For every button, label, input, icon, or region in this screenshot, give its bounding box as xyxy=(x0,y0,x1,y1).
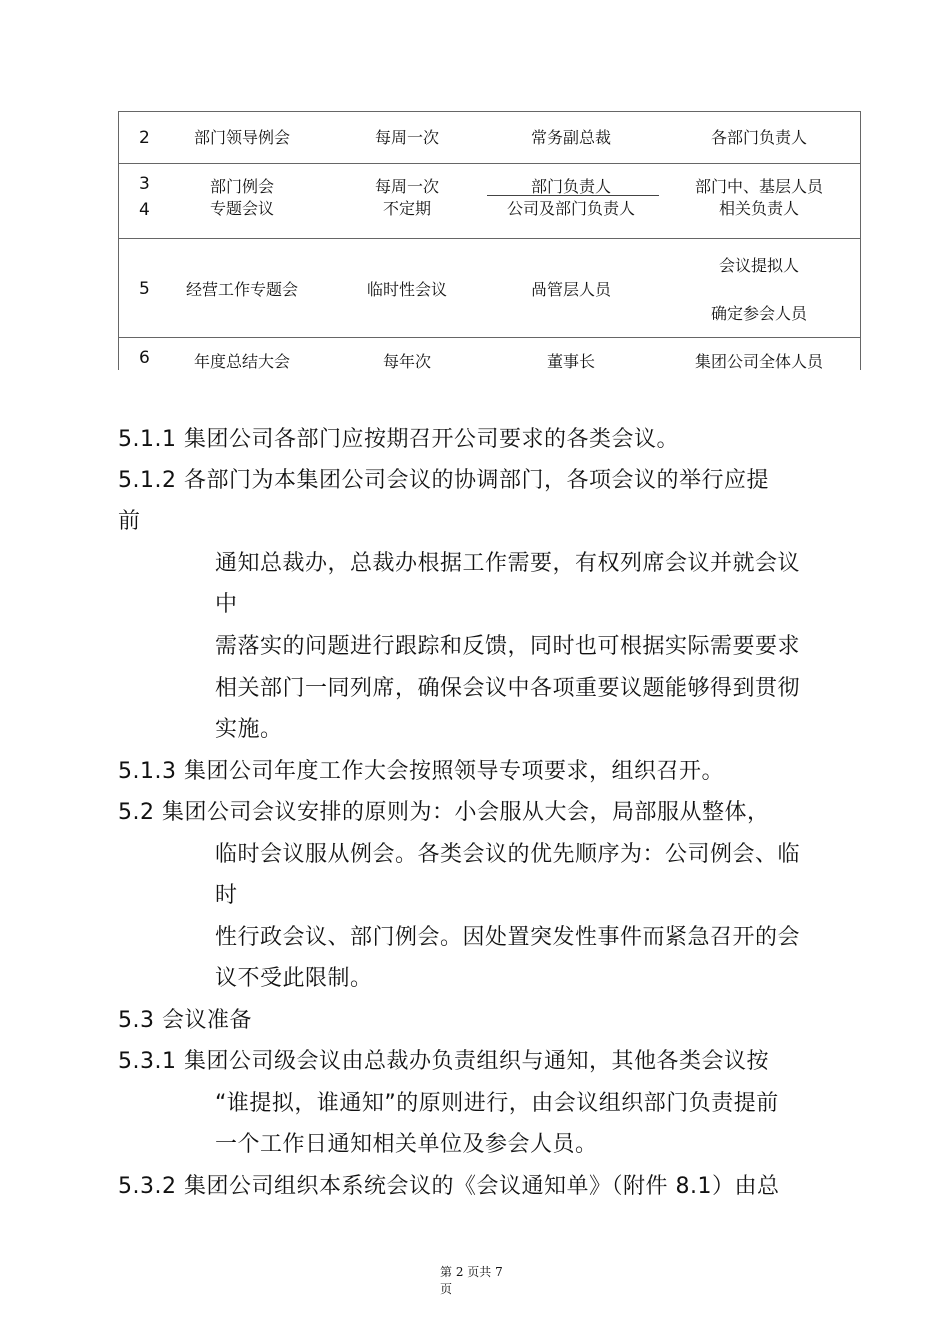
clause-5-1-3: 5.1.3 集团公司年度工作大会按照领导专项要求，组织召开。 xyxy=(118,759,724,784)
text-line: 一个工作日通知相关单位及参会人员。 xyxy=(215,1132,598,1157)
meeting-attendees: 各部门负责人 xyxy=(710,128,807,147)
table-row xyxy=(119,239,860,338)
clause-5-3-heading: 5.3 会议准备 xyxy=(118,1008,252,1033)
cell-divider xyxy=(487,195,659,196)
text-line: 性行政会议、部门例会。因处置突发性事件而紧急召开的会 xyxy=(215,925,801,950)
meeting-host: 董事长 xyxy=(546,352,595,370)
meeting-attendees: 部门中、基层人员 xyxy=(694,177,823,196)
clause-5-1-2: 5.1.2 各部门为本集团公司会议的协调部门，各项会议的举行应提 xyxy=(118,468,769,493)
meeting-table xyxy=(118,111,861,370)
table-row xyxy=(119,164,860,239)
page-number-wrap: 页 xyxy=(440,1282,453,1296)
meeting-frequency: 每年次 xyxy=(382,352,431,370)
row-number: 2 xyxy=(139,128,150,148)
text-line: 相关部门一同列席，确保会议中各项重要议题能够得到贯彻 xyxy=(215,676,801,701)
meeting-frequency: 不定期 xyxy=(382,199,431,218)
row-number: 5 xyxy=(139,279,150,299)
row-number: 6 xyxy=(139,348,150,368)
meeting-name: 部门领导例会 xyxy=(193,128,290,147)
meeting-name: 专题会议 xyxy=(209,199,274,218)
meeting-attendees: 相关负责人 xyxy=(718,199,799,218)
meeting-name: 部门例会 xyxy=(209,177,274,196)
row-number: 3 xyxy=(139,174,150,194)
text-line: 实施。 xyxy=(215,717,283,742)
clause-5-3-2: 5.3.2 集团公司组织本系统会议的《会议通知单》（附件 8.1）由总 xyxy=(118,1174,780,1199)
meeting-name: 经营工作专题会 xyxy=(185,280,298,299)
text-line: 议不受此限制。 xyxy=(215,966,373,991)
meeting-host: 公司及部门负责人 xyxy=(506,199,635,218)
meeting-attendees: 会议提拟人 xyxy=(718,256,799,275)
text-line: “谁提拟，谁通知”的原则进行，由会议组织部门负责提前 xyxy=(215,1091,779,1116)
table-row xyxy=(119,338,860,370)
meeting-host: 部门负责人 xyxy=(530,177,611,196)
text-line: 通知总裁办，总裁办根据工作需要，有权列席会议并就会议 xyxy=(215,551,801,576)
meeting-attendees: 集团公司全体人员 xyxy=(694,352,823,370)
meeting-host: 常务副总裁 xyxy=(530,128,611,147)
clause-5-3-1: 5.3.1 集团公司级会议由总裁办负责组织与通知，其他各类会议按 xyxy=(118,1049,769,1074)
text-line: 需落实的问题进行跟踪和反馈，同时也可根据实际需要要求 xyxy=(215,634,801,659)
table-row xyxy=(119,112,860,164)
meeting-name: 年度总结大会 xyxy=(193,352,290,370)
row-number: 4 xyxy=(139,200,150,220)
meeting-frequency: 每周一次 xyxy=(374,177,439,196)
text-line: 前 xyxy=(118,509,141,534)
clause-5-1-1: 5.1.1 集团公司各部门应按期召开公司要求的各类会议。 xyxy=(118,427,679,452)
meeting-frequency: 临时性会议 xyxy=(366,280,447,299)
meeting-frequency: 每周一次 xyxy=(374,128,439,147)
page-number: 第 2 页共 7 xyxy=(440,1265,503,1279)
meeting-attendees: 确定参会人员 xyxy=(710,304,807,323)
text-line: 时 xyxy=(215,883,238,908)
clause-5-2: 5.2 集团公司会议安排的原则为：小会服从大会，局部服从整体， xyxy=(118,800,770,825)
text-line: 中 xyxy=(215,592,238,617)
text-line: 临时会议服从例会。各类会议的优先顺序为：公司例会、临 xyxy=(215,842,801,867)
meeting-host: 咼管层人员 xyxy=(530,280,611,299)
